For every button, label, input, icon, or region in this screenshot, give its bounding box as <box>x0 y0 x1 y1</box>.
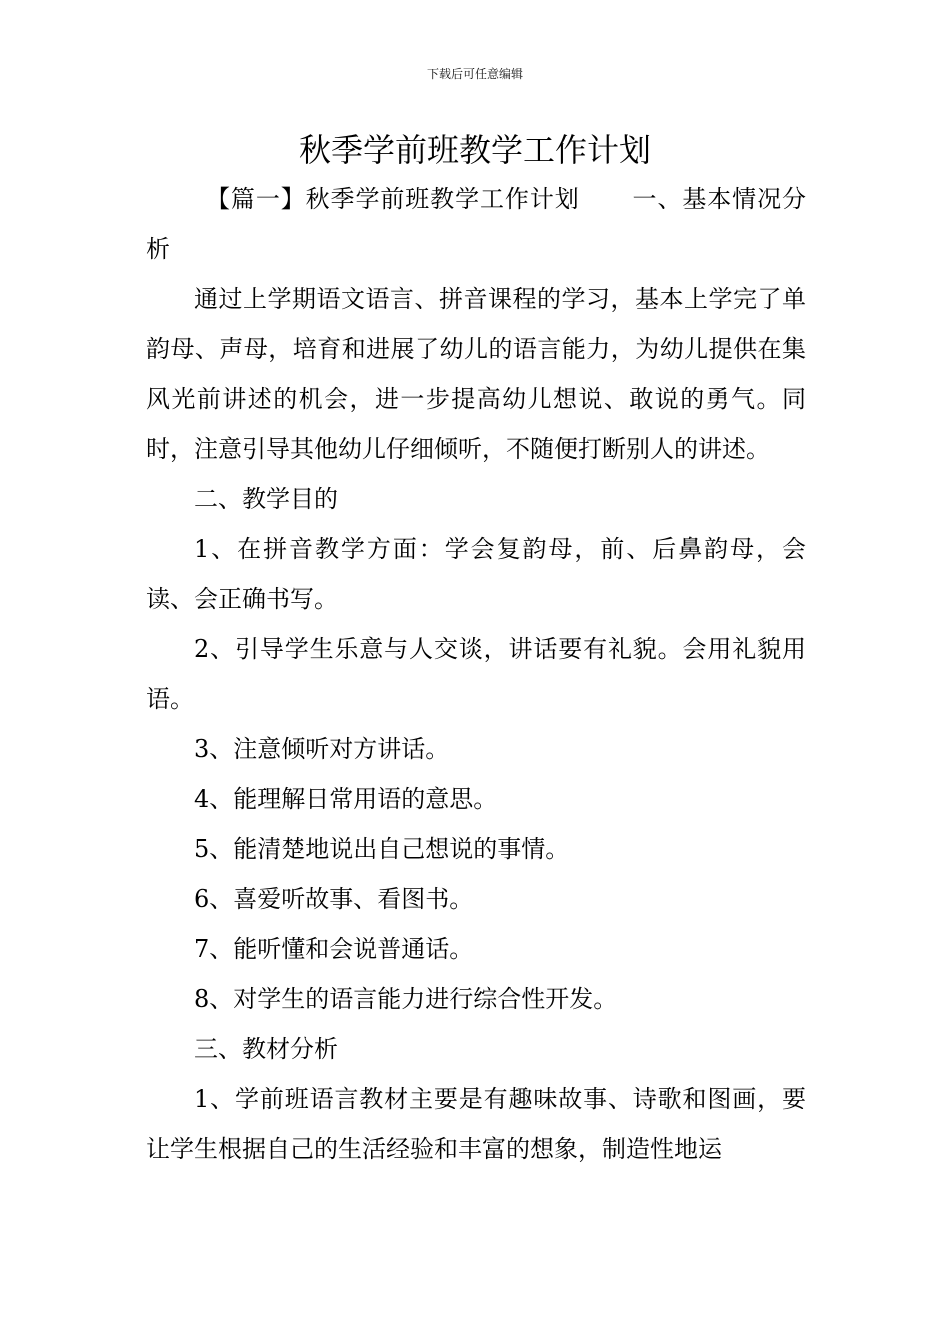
document-body <box>146 174 806 1174</box>
section-heading-goals: 二、教学目的 <box>194 485 338 513</box>
materials-item-1: 1、学前班语言教材主要是有趣味故事、诗歌和图画，要让学生根据自己的生活经验和丰富的想象，制造性地运 <box>146 1085 806 1163</box>
goal-item-1: 1、在拼音教学方面：学会复韵母，前、后鼻韵母，会读、会正确书写。 <box>146 535 806 613</box>
goal-item-6: 6、喜爱听故事、看图书。 <box>194 885 474 913</box>
goal-item-2: 2、引导学生乐意与人交谈，讲话要有礼貌。会用礼貌用语。 <box>146 635 806 713</box>
intro-paragraph <box>146 174 806 274</box>
goal-item-5: 5、能清楚地说出自己想说的事情。 <box>194 835 570 863</box>
header-note: 下载后可任意编辑 <box>426 67 523 81</box>
paragraph-basic-analysis: 通过上学期语文语言、拼音课程的学习，基本上学完了单韵母、声母，培育和进展了幼儿的语言能力，为幼儿提供在集风光前讲述的机会，进一步提高幼儿想说、敢说的勇气。同时，注意引导其他幼儿仔细倾听，不随便打断别人的讲述。 <box>146 285 806 463</box>
goal-item-8: 8、对学生的语言能力进行综合性开发。 <box>194 985 618 1013</box>
section-heading-materials: 三、教材分析 <box>194 1035 338 1063</box>
goal-item-4: 4、能理解日常用语的意思。 <box>194 785 498 813</box>
document-title: 秋季学前班教学工作计划 <box>298 131 651 169</box>
section-heading-basic: 一、基本情况分析 <box>146 185 807 263</box>
goal-item-7: 7、能听懂和会说普通话。 <box>194 935 474 963</box>
goal-item-3: 3、注意倾听对方讲话。 <box>194 735 450 763</box>
part-label: 【篇一】秋季学前班教学工作计划 <box>206 185 580 213</box>
